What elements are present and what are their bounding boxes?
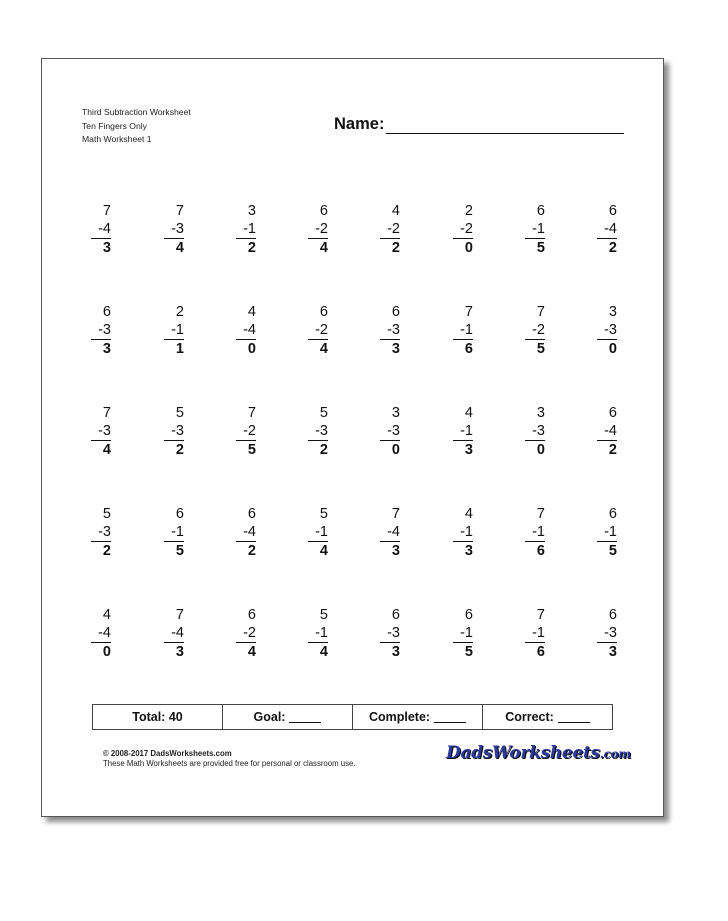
problem-subtrahend: -3 — [380, 422, 400, 441]
problem-subtrahend: -3 — [164, 422, 184, 441]
problem-subtrahend: -3 — [525, 422, 545, 441]
problem-minuend: 6 — [608, 203, 617, 219]
problem-subtrahend: -3 — [380, 624, 400, 643]
problem-subtrahend: -3 — [597, 321, 617, 340]
problem-minuend: 7 — [536, 506, 545, 522]
problem-answer: 2 — [247, 240, 256, 256]
problem-subtrahend: -3 — [91, 321, 111, 340]
problem-answer: 3 — [608, 644, 617, 660]
problem-minuend: 6 — [247, 506, 256, 522]
score-total-label: Total: 40 — [132, 710, 183, 724]
problem-subtrahend: -3 — [308, 422, 328, 441]
problem-minuend: 7 — [175, 203, 184, 219]
problem-minuend: 6 — [391, 304, 400, 320]
problem-subtrahend: -1 — [453, 624, 473, 643]
score-goal[interactable] — [223, 705, 353, 729]
problem-answer: 3 — [102, 341, 111, 357]
problem-subtrahend: -4 — [597, 220, 617, 239]
problem-answer: 3 — [464, 543, 473, 559]
subtraction-problem — [81, 606, 121, 662]
score-total — [93, 705, 223, 729]
problem-minuend: 4 — [247, 304, 256, 320]
problem-minuend: 6 — [464, 607, 473, 623]
problem-subtrahend: -1 — [453, 422, 473, 441]
problem-minuend: 6 — [608, 506, 617, 522]
subtraction-problem — [81, 202, 121, 258]
score-correct-blank[interactable] — [558, 712, 590, 723]
problem-subtrahend: -1 — [525, 624, 545, 643]
problem-subtrahend: -1 — [453, 523, 473, 542]
problem-minuend: 4 — [391, 203, 400, 219]
subtraction-problem — [587, 303, 627, 359]
subtraction-problem — [226, 303, 266, 359]
score-complete-label: Complete: — [368, 710, 431, 724]
worksheet-page — [41, 58, 664, 817]
problem-minuend: 5 — [319, 506, 328, 522]
problem-minuend: 6 — [608, 607, 617, 623]
problem-answer: 3 — [175, 644, 184, 660]
problem-answer: 4 — [319, 240, 328, 256]
problem-answer: 6 — [536, 644, 545, 660]
problem-answer: 0 — [536, 442, 545, 458]
problem-minuend: 3 — [391, 405, 400, 421]
problem-answer: 4 — [247, 644, 256, 660]
subtraction-problem — [154, 303, 194, 359]
problem-answer: 6 — [536, 543, 545, 559]
problem-grid — [42, 59, 663, 699]
footer-note: These Math Worksheets are provided free for personal or classroom use. — [103, 759, 356, 768]
problem-answer: 0 — [391, 442, 400, 458]
problem-minuend: 7 — [391, 506, 400, 522]
problem-minuend: 6 — [175, 506, 184, 522]
problem-subtrahend: -2 — [236, 624, 256, 643]
problem-minuend: 3 — [247, 203, 256, 219]
dadsworksheets-logo — [446, 743, 631, 763]
subtraction-problem — [515, 606, 555, 662]
problem-subtrahend: -4 — [236, 321, 256, 340]
problem-answer: 3 — [391, 341, 400, 357]
problem-subtrahend: -4 — [91, 220, 111, 239]
subtraction-problem — [154, 202, 194, 258]
problem-minuend: 6 — [319, 304, 328, 320]
problem-answer: 0 — [464, 240, 473, 256]
subtraction-problem — [370, 606, 410, 662]
problem-answer: 0 — [102, 644, 111, 660]
problem-answer: 5 — [536, 240, 545, 256]
problem-answer: 5 — [464, 644, 473, 660]
problem-subtrahend: -1 — [453, 321, 473, 340]
logo-main-text: DadsWorksheets — [446, 743, 600, 763]
worksheet-number: Math Worksheet 1 — [82, 134, 152, 144]
score-box — [92, 704, 613, 730]
problem-answer: 3 — [391, 543, 400, 559]
score-complete[interactable] — [353, 705, 483, 729]
problem-subtrahend: -1 — [164, 523, 184, 542]
problem-subtrahend: -1 — [308, 523, 328, 542]
problem-subtrahend: -3 — [91, 422, 111, 441]
problem-subtrahend: -3 — [380, 321, 400, 340]
problem-answer: 2 — [102, 543, 111, 559]
problem-subtrahend: -4 — [164, 624, 184, 643]
worksheet-subtitle: Ten Fingers Only — [82, 120, 147, 131]
problem-answer: 2 — [391, 240, 400, 256]
score-correct-label: Correct: — [505, 710, 554, 724]
problem-subtrahend: -3 — [164, 220, 184, 239]
problem-subtrahend: -1 — [597, 523, 617, 542]
problem-subtrahend: -4 — [380, 523, 400, 542]
problem-minuend: 5 — [319, 607, 328, 623]
subtraction-problem — [226, 404, 266, 460]
subtraction-problem — [443, 202, 483, 258]
subtraction-problem — [298, 606, 338, 662]
problem-minuend: 6 — [319, 203, 328, 219]
problem-answer: 3 — [464, 442, 473, 458]
subtraction-problem — [81, 404, 121, 460]
subtraction-problem — [370, 505, 410, 561]
problem-subtrahend: -1 — [308, 624, 328, 643]
subtraction-problem — [370, 303, 410, 359]
problem-answer: 2 — [175, 442, 184, 458]
problem-answer: 1 — [175, 341, 184, 357]
problem-minuend: 2 — [464, 203, 473, 219]
problem-subtrahend: -1 — [164, 321, 184, 340]
problem-minuend: 5 — [175, 405, 184, 421]
subtraction-problem — [298, 202, 338, 258]
problem-subtrahend: -2 — [308, 220, 328, 239]
problem-minuend: 7 — [464, 304, 473, 320]
problem-minuend: 6 — [536, 203, 545, 219]
problem-answer: 0 — [247, 341, 256, 357]
score-complete-blank[interactable] — [434, 712, 466, 723]
problem-minuend: 3 — [536, 405, 545, 421]
subtraction-problem — [298, 505, 338, 561]
problem-subtrahend: -2 — [308, 321, 328, 340]
problem-subtrahend: -3 — [597, 624, 617, 643]
subtraction-problem — [443, 303, 483, 359]
problem-minuend: 5 — [319, 405, 328, 421]
problem-minuend: 3 — [608, 304, 617, 320]
score-goal-label: Goal: — [253, 710, 286, 724]
problem-answer: 3 — [391, 644, 400, 660]
name-label: Name: — [334, 115, 385, 133]
problem-subtrahend: -1 — [525, 220, 545, 239]
problem-answer: 5 — [247, 442, 256, 458]
subtraction-problem — [81, 505, 121, 561]
problem-subtrahend: -4 — [91, 624, 111, 643]
problem-answer: 4 — [319, 341, 328, 357]
subtraction-problem — [515, 404, 555, 460]
score-goal-blank[interactable] — [289, 712, 321, 723]
problem-answer: 6 — [464, 341, 473, 357]
problem-minuend: 2 — [175, 304, 184, 320]
problem-answer: 4 — [319, 543, 328, 559]
problem-subtrahend: -2 — [453, 220, 473, 239]
problem-subtrahend: -2 — [380, 220, 400, 239]
subtraction-problem — [154, 606, 194, 662]
subtraction-problem — [370, 202, 410, 258]
problem-minuend: 4 — [464, 405, 473, 421]
problem-minuend: 6 — [247, 607, 256, 623]
problem-minuend: 5 — [102, 506, 111, 522]
problem-subtrahend: -2 — [236, 422, 256, 441]
problem-subtrahend: -1 — [525, 523, 545, 542]
problem-subtrahend: -4 — [236, 523, 256, 542]
subtraction-problem — [226, 505, 266, 561]
problem-answer: 2 — [319, 442, 328, 458]
problem-minuend: 7 — [536, 304, 545, 320]
problem-minuend: 7 — [102, 405, 111, 421]
problem-subtrahend: -3 — [91, 523, 111, 542]
problem-minuend: 6 — [608, 405, 617, 421]
problem-answer: 3 — [102, 240, 111, 256]
problem-minuend: 4 — [464, 506, 473, 522]
problem-answer: 5 — [536, 341, 545, 357]
problem-answer: 4 — [175, 240, 184, 256]
problem-answer: 5 — [175, 543, 184, 559]
subtraction-problem — [298, 404, 338, 460]
worksheet-title: Third Subtraction Worksheet — [82, 107, 191, 117]
problem-answer: 2 — [608, 240, 617, 256]
subtraction-problem — [226, 202, 266, 258]
subtraction-problem — [298, 303, 338, 359]
problem-minuend: 7 — [536, 607, 545, 623]
problem-minuend: 7 — [175, 607, 184, 623]
subtraction-problem — [587, 404, 627, 460]
problem-minuend: 6 — [102, 304, 111, 320]
problem-subtrahend: -2 — [525, 321, 545, 340]
problem-answer: 0 — [608, 341, 617, 357]
subtraction-problem — [226, 606, 266, 662]
score-correct[interactable] — [483, 705, 612, 729]
subtraction-problem — [587, 505, 627, 561]
subtraction-problem — [154, 404, 194, 460]
problem-minuend: 7 — [102, 203, 111, 219]
problem-minuend: 4 — [102, 607, 111, 623]
problem-answer: 4 — [102, 442, 111, 458]
logo-tld-text: .com — [599, 747, 631, 761]
subtraction-problem — [154, 505, 194, 561]
footer — [103, 749, 356, 769]
problem-answer: 5 — [608, 543, 617, 559]
subtraction-problem — [515, 202, 555, 258]
problem-answer: 4 — [319, 644, 328, 660]
subtraction-problem — [370, 404, 410, 460]
subtraction-problem — [443, 606, 483, 662]
problem-answer: 2 — [247, 543, 256, 559]
subtraction-problem — [515, 505, 555, 561]
subtraction-problem — [81, 303, 121, 359]
problem-minuend: 7 — [247, 405, 256, 421]
subtraction-problem — [587, 202, 627, 258]
problem-minuend: 6 — [391, 607, 400, 623]
footer-copyright: © 2008-2017 DadsWorksheets.com — [103, 749, 232, 758]
subtraction-problem — [443, 505, 483, 561]
subtraction-problem — [515, 303, 555, 359]
subtraction-problem — [587, 606, 627, 662]
problem-subtrahend: -4 — [597, 422, 617, 441]
problem-subtrahend: -1 — [236, 220, 256, 239]
problem-answer: 2 — [608, 442, 617, 458]
subtraction-problem — [443, 404, 483, 460]
